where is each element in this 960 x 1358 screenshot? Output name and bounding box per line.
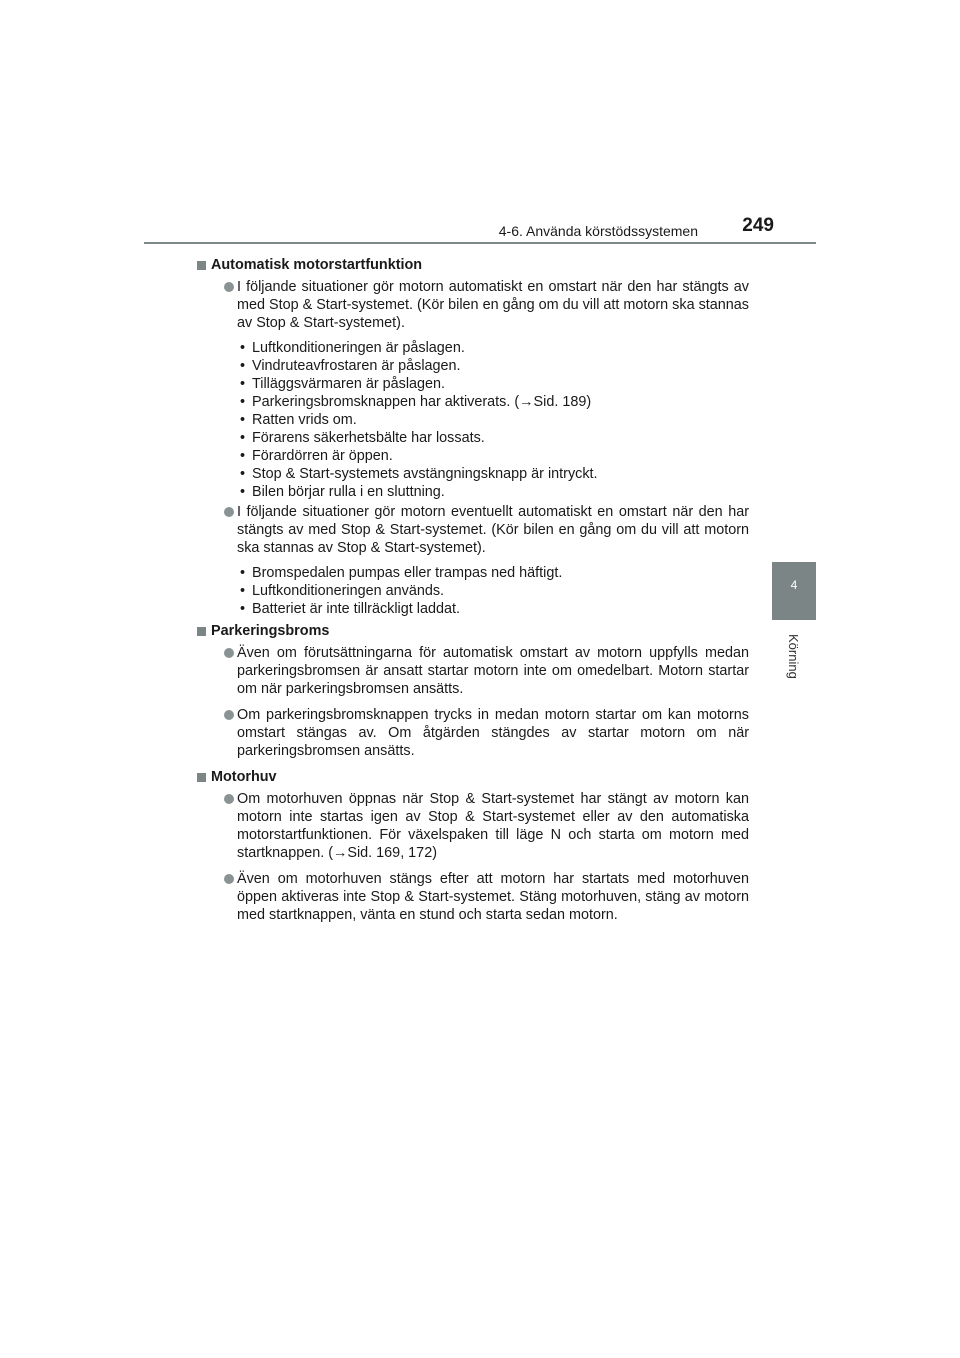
section-heading [197, 256, 749, 274]
header-rule [144, 242, 816, 244]
paragraph [210, 644, 749, 698]
circle-bullet-icon [224, 794, 234, 804]
square-bullet-icon [197, 627, 206, 636]
section-heading [197, 622, 749, 640]
list-item: • Stop & Start-systemets avstängningsknapp är intryckt. [240, 466, 598, 482]
paragraph [210, 706, 749, 760]
section-title: Parkeringsbroms [211, 623, 330, 639]
circle-bullet-icon [224, 710, 234, 720]
paragraph [210, 503, 749, 557]
paragraph [210, 278, 749, 332]
list-item: • Luftkonditioneringen används. [240, 583, 445, 599]
list-item: • Luftkonditioneringen är påslagen. [240, 340, 465, 356]
list-item: • Ratten vrids om. [240, 412, 357, 428]
chapter-tab: 4 [772, 562, 816, 620]
section-title: Motorhuv [211, 769, 277, 785]
circle-bullet-icon [224, 874, 234, 884]
page-header [144, 212, 816, 244]
paragraph-text: Även om motorhuven stängs efter att motorn har startats med motorhuven öppen aktiveras inte Stop & Start-systemet. Stäng motorhuven, stäng av motorn med startknappen, vänta en stund och starta sedan motorn. [237, 871, 749, 923]
bullet-list [211, 564, 749, 618]
circle-bullet-icon [224, 648, 234, 658]
paragraph-text: I följande situationer gör motorn automatiskt en omstart när den har stängts av med Stop & Start-systemet. (Kör bilen en gång om du vill att motorn ska stannas av Stop & Start-systemet). [237, 279, 749, 331]
list-item: • Bromspedalen pumpas eller trampas ned häftigt. [240, 565, 563, 581]
chapter-tab-label: Körning [786, 634, 801, 679]
paragraph-text: Om motorhuven öppnas när Stop & Start-systemet har stängt av motorn kan motorn inte startas igen av Stop & Start-systemet eller av den automatiska motorstartfunktionen. För växelspaken till läge N och starta om motorn med startknappen. (→Sid. 169, 172) [237, 791, 749, 861]
paragraph-text: Om parkeringsbromsknappen trycks in medan motorn startar om kan motorns omstart stängas av. Om åtgärden stängdes av startar motorn om när parkeringsbromsen ansätts. [237, 707, 749, 759]
paragraph [210, 870, 749, 924]
list-item: • Bilen börjar rulla i en sluttning. [240, 484, 445, 500]
list-item: • Tilläggsvärmaren är påslagen. [240, 376, 446, 392]
page-content [211, 254, 749, 924]
list-item: • Batteriet är inte tillräckligt laddat. [240, 601, 460, 617]
list-item: • Förarens säkerhetsbälte har lossats. [240, 430, 485, 446]
page-number: 249 [742, 215, 774, 236]
square-bullet-icon [197, 773, 206, 782]
circle-bullet-icon [224, 282, 234, 292]
paragraph-text: I följande situationer gör motorn eventuellt automatiskt en omstart när den har stängts av med Stop & Start-systemet. (Kör bilen en gång om du vill att motorn ska stannas av Stop & Start-systemet). [237, 504, 749, 556]
list-item: • Vindruteavfrostaren är påslagen. [240, 358, 461, 374]
bullet-list [211, 339, 749, 501]
chapter-title: 4-6. Använda körstödssystemen [498, 223, 698, 239]
paragraph-text: Även om förutsättningarna för automatisk omstart av motorn uppfylls medan parkeringsbromsen är ansatt startar motorn inte om omedelbart. Motorn startar om när parkeringsbromsen ansätts. [237, 645, 749, 697]
list-item: • Parkeringsbromsknappen har aktiverats. (→Sid. 189) [240, 394, 592, 410]
section-heading [197, 768, 749, 786]
circle-bullet-icon [224, 507, 234, 517]
square-bullet-icon [197, 261, 206, 270]
paragraph [210, 790, 749, 862]
list-item: • Förardörren är öppen. [240, 448, 393, 464]
section-title: Automatisk motorstartfunktion [211, 257, 423, 273]
